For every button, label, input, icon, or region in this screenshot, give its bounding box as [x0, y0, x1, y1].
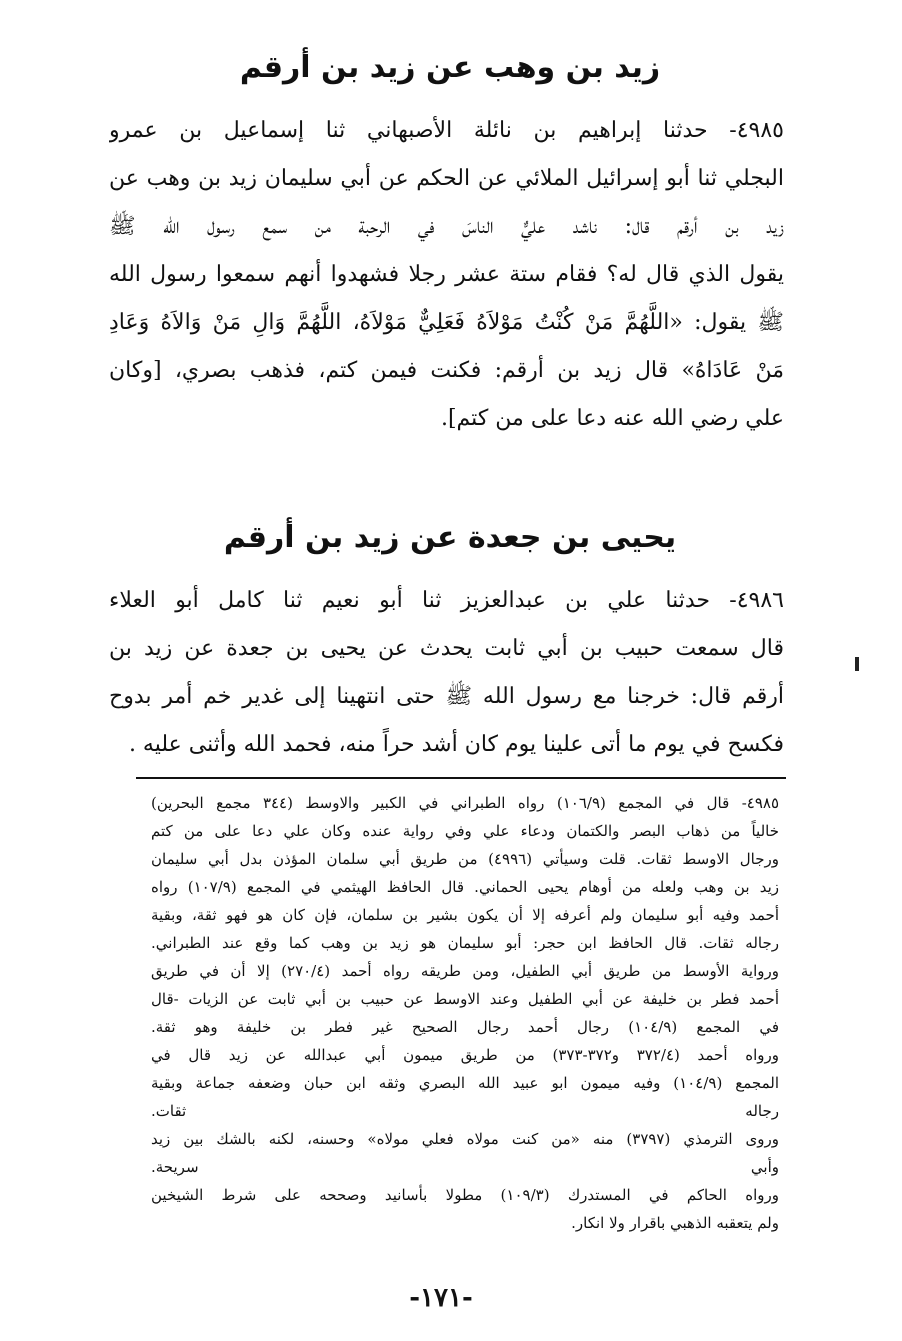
section-heading-2: يحيى بن جعدة عن زيد بن أرقم — [223, 520, 677, 555]
scan-mark — [855, 657, 859, 671]
footnote-line: وروى الترمذي (٣٧٩٧) منه «من كنت مولاه فعلي مولاه» وحسنه، لكنه بالشك بين زيد — [151, 1130, 779, 1148]
footnote-line: ورجال الاوسط ثقات. قلت وسيأتي (٤٩٩٦) من طريق أبي سلمان المؤذن بدل أبي سليمان — [151, 850, 779, 868]
text-line: ٤٩٨٥- حدثنا إبراهيم بن نائلة الأصبهاني ثنا إسماعيل بن عمرو — [109, 118, 784, 143]
footnote-line: أحمد وفيه أبو سليمان ولم أعرفه إلا أن يكون بشير بن سلمان، فإن كان هو فهو ثقة، وبقية — [151, 906, 779, 924]
footnote-separator — [136, 777, 786, 779]
text-line: زيد بن أرقم قال: ناشد عليٌّ الناسَ في الرحبة من سمع رسول الله ﷺ — [109, 214, 784, 239]
text-line: مَنْ عَادَاهُ» قال زيد بن أرقم: فكنت فيمن كتم، فذهب بصري، [وكان — [109, 358, 784, 383]
page-number: -١٧١- — [409, 1283, 473, 1313]
text-line: فكسح في يوم ما أتى علينا يوم كان أشد حراً منه، فحمد الله وأثنى عليه . — [128, 732, 784, 757]
section-heading-1: زيد بن وهب عن زيد بن أرقم — [239, 50, 661, 85]
footnote-line: ورواية الأوسط من طريق أبي الطفيل، ومن طريقه رواه أحمد (٢٧٠/٤) إلا أن في طريق — [151, 962, 779, 980]
footnote-line: ولم يتعقبه الذهبي باقرار ولا انكار. — [571, 1214, 779, 1232]
footnote-line: في المجمع (١٠٤/٩) رجال أحمد رجال الصحيح غير فطر بن خليفة وهو ثقة. — [151, 1018, 779, 1036]
footnote-line: المجمع (١٠٤/٩) وفيه ميمون ابو عبيد الله البصري وثقه ابن حبان وضعفه جماعة وبقية — [151, 1074, 779, 1092]
footnote-line: ورواه أحمد (٣٧٢/٤ و٣٧٢-٣٧٣) من طريق ميمون أبي عبدالله عن زيد قال في — [151, 1046, 779, 1064]
text-line: قال سمعت حبيب بن أبي ثابت يحدث عن يحيى بن جعدة عن زيد بن — [109, 636, 784, 661]
text-line: البجلي ثنا أبو إسرائيل الملائي عن الحكم عن أبي سليمان زيد بن وهب عن — [109, 166, 784, 191]
footnote-line: زيد بن وهب ولعله من أوهام يحيى الحماني. قال الحافظ الهيثمي في المجمع (١٠٧/٩) رواه — [151, 878, 779, 896]
footnote-line: رجاله ثقات. — [151, 1102, 779, 1120]
text-line: علي رضي الله عنه دعا على من كتم]. — [440, 406, 784, 431]
text-line: ٤٩٨٦- حدثنا علي بن عبدالعزيز ثنا أبو نعيم ثنا كامل أبو العلاء — [109, 588, 784, 613]
footnote-line: أحمد فطر بن خليفة عن أبي الطفيل وعند الاوسط عن حبيب بن أبي ثابت عن الزيات -قال — [151, 990, 779, 1008]
text-line: أرقم قال: خرجنا مع رسول الله ﷺ حتى انتهينا إلى غدير خم أمر بدوح — [109, 684, 784, 709]
footnote-line: ورواه الحاكم في المستدرك (١٠٩/٣) مطولا بأسانيد وصححه على شرط الشيخين — [151, 1186, 779, 1204]
text-line: ﷺ يقول: «اللَّهُمَّ مَنْ كُنْتُ مَوْلاَهُ فَعَلِيٌّ مَوْلاَهُ، اللَّهُمَّ وَالِ مَنْ وَالاَهُ وَعَادِ — [109, 310, 784, 335]
footnote-line: وأبي سريحة. — [151, 1158, 779, 1176]
footnote-line: خالياً من ذهاب البصر والكتمان ودعاء علي وفي رواية عنده وكان علي دعا على من كتم — [151, 822, 779, 840]
footnote-line: ٤٩٨٥- قال في المجمع (١٠٦/٩) رواه الطبراني في الكبير والاوسط (٣٤٤ مجمع البحرين) — [151, 794, 779, 812]
text-line: يقول الذي قال له؟ فقام ستة عشر رجلا فشهدوا أنهم سمعوا رسول الله — [109, 262, 784, 287]
footnote-line: رجاله ثقات. قال الحافظ ابن حجر: أبو سليمان هو زيد بن وهب كما وقع عند الطبراني. — [151, 934, 779, 952]
